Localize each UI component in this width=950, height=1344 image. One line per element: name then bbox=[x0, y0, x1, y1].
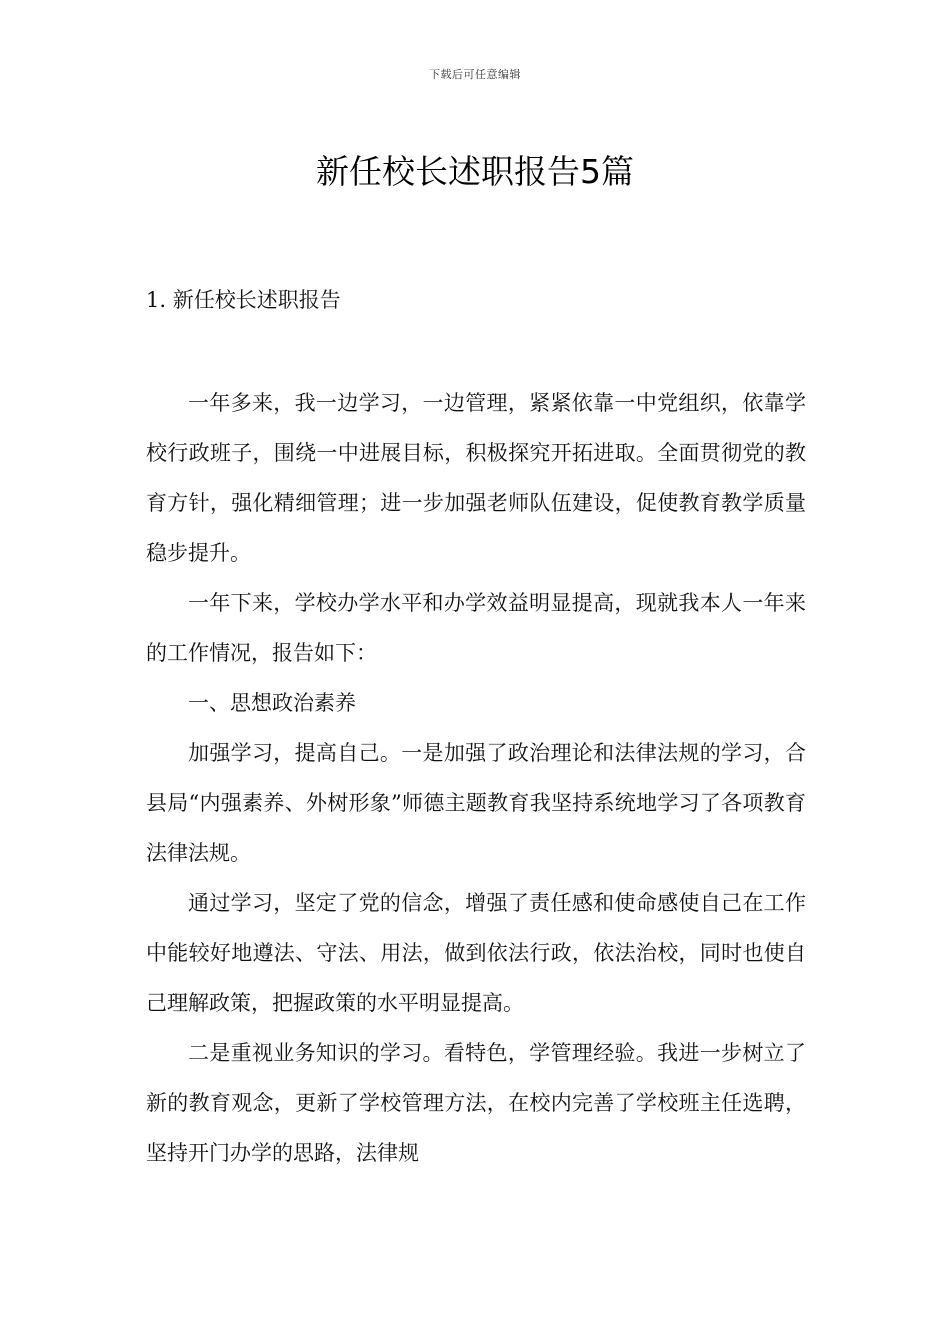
paragraph: 一年多来，我一边学习，一边管理，紧紧依靠一中党组织，依靠学校行政班子，围绕一中进展目标，积极探究开拓进取。全面贯彻党的教育方针，强化精细管理；进一步加强老师队伍建设，促使教育教学质量稳步提升。 bbox=[146, 391, 806, 565]
document-body bbox=[146, 378, 806, 1178]
subheading-paragraph: 一、思想政治素养 bbox=[188, 691, 356, 715]
section-heading: 1. 新任校长述职报告 bbox=[146, 288, 341, 312]
paragraph: 通过学习，坚定了党的信念，增强了责任感和使命感使自己在工作中能较好地遵法、守法、用法，做到依法行政，依法治校，同时也使自己理解政策，把握政策的水平明显提高。 bbox=[146, 891, 806, 1015]
paragraph: 一年下来，学校办学水平和办学效益明显提高，现就我本人一年来的工作情况，报告如下： bbox=[146, 591, 806, 665]
header-note: 下载后可任意编辑 bbox=[429, 68, 521, 81]
paragraph: 二是重视业务知识的学习。看特色，学管理经验。我进一步树立了新的教育观念，更新了学校管理方法，在校内完善了学校班主任选聘，坚持开门办学的思路，法律规 bbox=[146, 1041, 806, 1165]
document-title: 新任校长述职报告5篇 bbox=[316, 152, 634, 192]
paragraph: 加强学习，提高自己。一是加强了政治理论和法律法规的学习，合县局“内强素养、外树形象”师德主题教育我坚持系统地学习了各项教育法律法规。 bbox=[146, 741, 806, 865]
